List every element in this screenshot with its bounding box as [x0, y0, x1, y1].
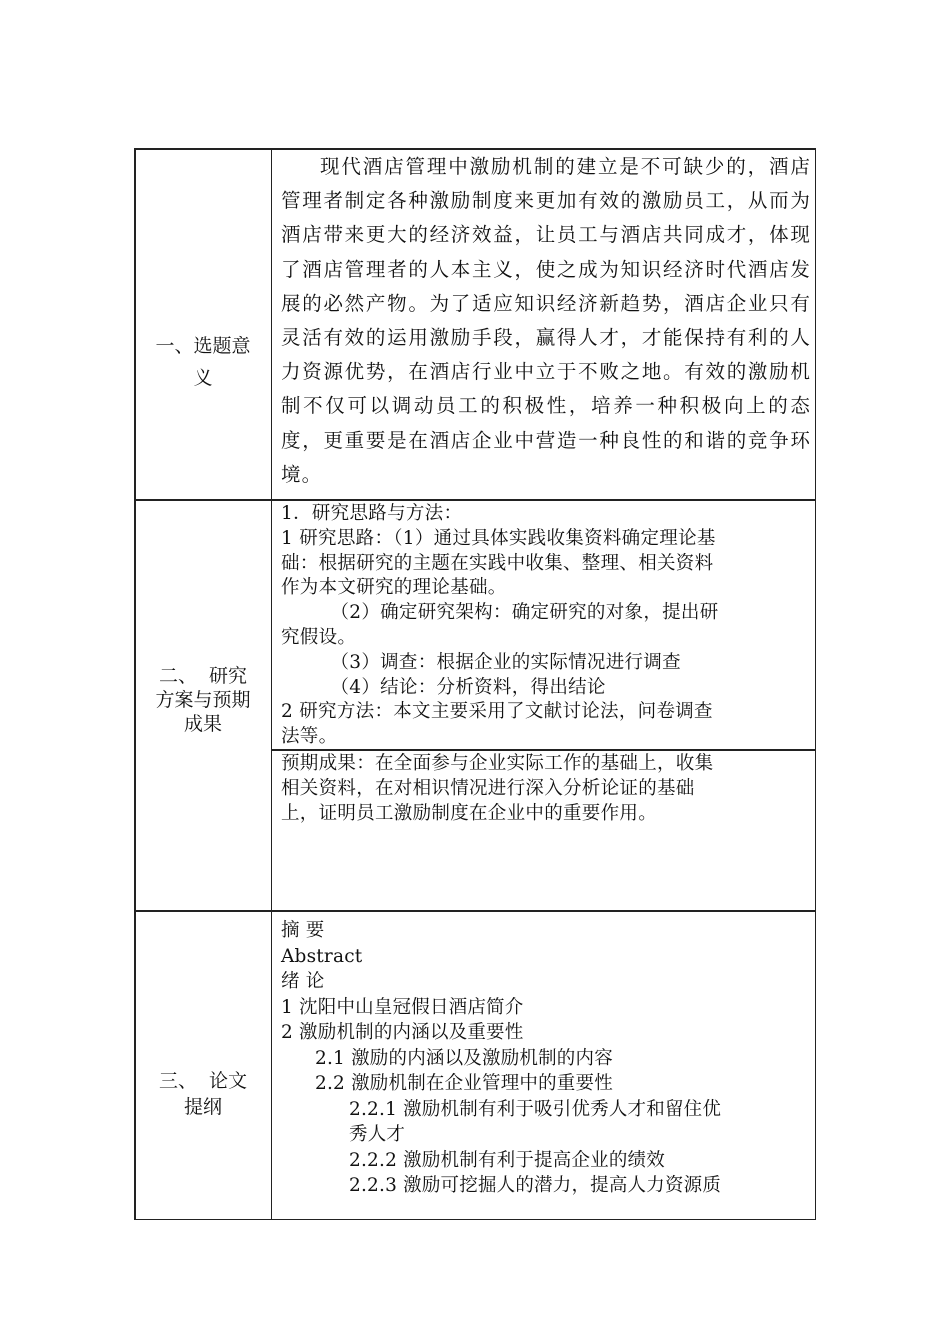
table-border-bottom — [134, 1219, 816, 1221]
section2-label-line1: 二、 研究 — [158, 665, 248, 687]
section1-label-line1: 一、选题意 — [155, 335, 251, 357]
section1-content — [281, 150, 811, 492]
row-divider-2 — [134, 910, 816, 912]
outline-item: 2.1 激励的内涵以及激励机制的内容 — [315, 1047, 613, 1069]
section1-label — [136, 330, 270, 394]
outline-item: 2 激励机制的内涵以及重要性 — [281, 1022, 524, 1043]
plan-line: 础：根据研究的主题在实践中收集、整理、相关资料 — [281, 552, 714, 574]
section3-label-line2: 提纲 — [183, 1096, 222, 1118]
section2-label-line3: 成果 — [183, 713, 222, 735]
section3-label-line1: 三、 论文 — [158, 1070, 248, 1092]
outline-item: 秀人才 — [349, 1124, 406, 1145]
outline-item: 2.2.3 激励可挖掘人的潜力，提高人力资源质 — [349, 1175, 722, 1196]
outcome-line: 相关资料，在对相识情况进行深入分析论证的基础 — [281, 777, 695, 799]
outcome-line: 上，证明员工激励制度在企业中的重要作用。 — [281, 802, 658, 824]
outcome-line: 预期成果：在全面参与企业实际工作的基础上，收集 — [281, 753, 714, 774]
outline-item: Abstract — [281, 945, 363, 967]
section2-label — [136, 664, 270, 736]
plan-line: 作为本文研究的理论基础。 — [281, 577, 507, 599]
plan-line: （4）结论：分析资料，得出结论 — [281, 676, 606, 698]
section1-paragraph: 现代酒店管理中激励机制的建立是不可缺少的，酒店管理者制定各种激励制度来更加有效的激励员工，从而为酒店带来更大的经济效益，让员工与酒店共同成才，体现了酒店管理者的人本主义，使之成为知识经济时代酒店发展的必然产物。为了适应知识经济新趋势，酒店企业只有灵活有效的运用激励手段，赢得人才，才能保持有利的人力资源优势，在酒店行业中立于不败之地。有效的激励机制不仅可以调动员工的积极性，培养一种积极向上的态度，更重要是在酒店企业中营造一种良性的和谐的竞争环境。 — [281, 155, 811, 486]
plan-line: （3）调查：根据企业的实际情况进行调查 — [281, 651, 681, 673]
outline-item: 2.2.2 激励机制有利于提高企业的绩效 — [349, 1149, 665, 1171]
table-border-right — [815, 148, 817, 1220]
plan-line: 1 研究思路：（1）通过具体实践收集资料确定理论基 — [281, 527, 716, 549]
thesis-outline — [281, 918, 811, 1199]
expected-outcome — [281, 752, 811, 826]
column-divider — [271, 148, 273, 1220]
plan-line: （2）确定研究架构：确定研究的对象，提出研 — [281, 602, 719, 624]
row-divider-1 — [134, 499, 816, 501]
plan-line: 法等。 — [281, 726, 338, 748]
plan-line: 究假设。 — [281, 626, 357, 648]
outline-item: 摘 要 — [281, 920, 325, 941]
plan-line: 1．研究思路与方法： — [281, 503, 463, 524]
outline-item: 2.2.1 激励机制有利于吸引优秀人才和留住优 — [349, 1098, 722, 1120]
outline-item: 绪 论 — [281, 971, 325, 992]
research-plan — [281, 502, 811, 750]
section2-label-line2: 方案与预期 — [155, 689, 251, 711]
outline-item: 2.2 激励机制在企业管理中的重要性 — [315, 1073, 613, 1094]
section1-label-line2: 义 — [193, 367, 213, 389]
plan-line: 2 研究方法：本文主要采用了文献讨论法，问卷调查 — [281, 701, 713, 723]
section3-label — [136, 1068, 270, 1120]
outline-item: 1 沈阳中山皇冠假日酒店简介 — [281, 996, 524, 1018]
